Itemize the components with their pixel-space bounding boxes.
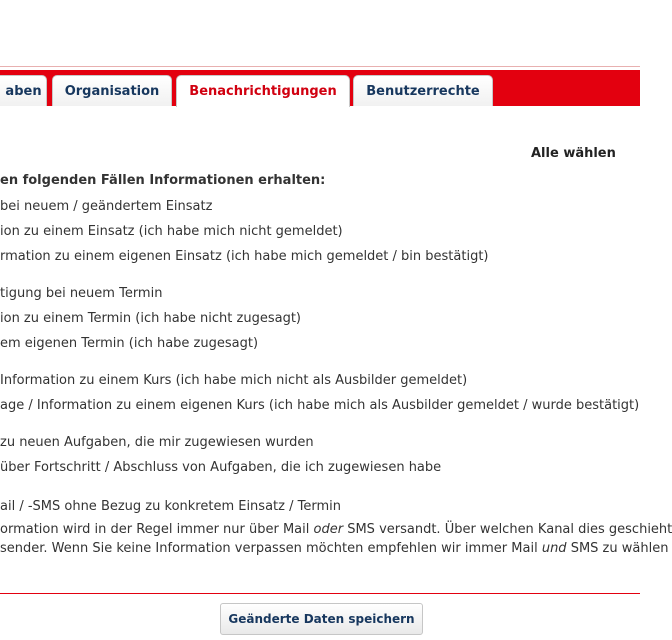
note-text: ormation wird in der Regel immer nur über Mail [0, 522, 314, 537]
section-heading: en folgenden Fällen Informationen erhalten: [0, 173, 326, 188]
note-emphasis: und [541, 541, 567, 556]
note-text: SMS versandt. Über welchen Kanal dies geschieht [343, 522, 672, 537]
option-eigener-kurs[interactable]: age / Information zu einem eigenen Kurs (ich habe mich als Ausbilder gemeldet / wurde bestätigt) [0, 398, 640, 413]
tab-label: Benutzerrechte [366, 84, 480, 99]
tab-benutzerrechte[interactable] [353, 75, 493, 106]
option-aufgaben-neu[interactable]: zu neuen Aufgaben, die mir zugewiesen wurden [0, 435, 314, 450]
option-kurs-info[interactable]: Information zu einem Kurs (ich habe mich nicht als Ausbilder gemeldet) [0, 373, 468, 388]
option-allgemein[interactable]: ail / -SMS ohne Bezug zu konkretem Einsatz / Termin [0, 499, 341, 514]
tab-label: Benachrichtigungen [189, 84, 337, 99]
tab-benachrichtigungen[interactable] [176, 75, 350, 107]
info-note-line-2 [0, 541, 668, 556]
option-aufgaben-fortschritt[interactable]: über Fortschritt / Abschluss von Aufgaben, die ich zugewiesen habe [0, 460, 442, 475]
bottom-divider [0, 593, 640, 594]
option-eigener-termin[interactable]: em eigenen Termin (ich habe zugesagt) [0, 336, 259, 351]
note-text: sender. Wenn Sie keine Information verpassen möchten empfehlen wir immer Mail [0, 541, 542, 556]
note-emphasis: oder [313, 522, 344, 537]
note-text: SMS zu wählen [566, 541, 669, 556]
option-eigener-einsatz[interactable]: rmation zu einem eigenen Einsatz (ich habe mich gemeldet / bin bestätigt) [0, 249, 489, 264]
option-einsatz-neu[interactable]: bei neuem / geändertem Einsatz [0, 199, 213, 214]
tab-label: Organisation [64, 84, 160, 99]
option-termin-info[interactable]: ion zu einem Termin (ich habe nicht zugesagt) [0, 311, 301, 326]
top-divider [0, 66, 640, 67]
select-all-link[interactable]: Alle wählen [531, 146, 616, 161]
tab-bar [0, 70, 640, 106]
info-note-line-1 [0, 522, 672, 537]
tab-aufgaben[interactable] [0, 75, 47, 106]
option-einsatz-info[interactable]: ion zu einem Einsatz (ich habe mich nicht gemeldet) [0, 224, 343, 239]
tab-label: aben [5, 84, 42, 99]
option-termin-neu[interactable]: tigung bei neuem Termin [0, 286, 163, 301]
tab-organisation[interactable] [52, 75, 172, 106]
save-button[interactable]: Geänderte Daten speichern [220, 603, 423, 635]
